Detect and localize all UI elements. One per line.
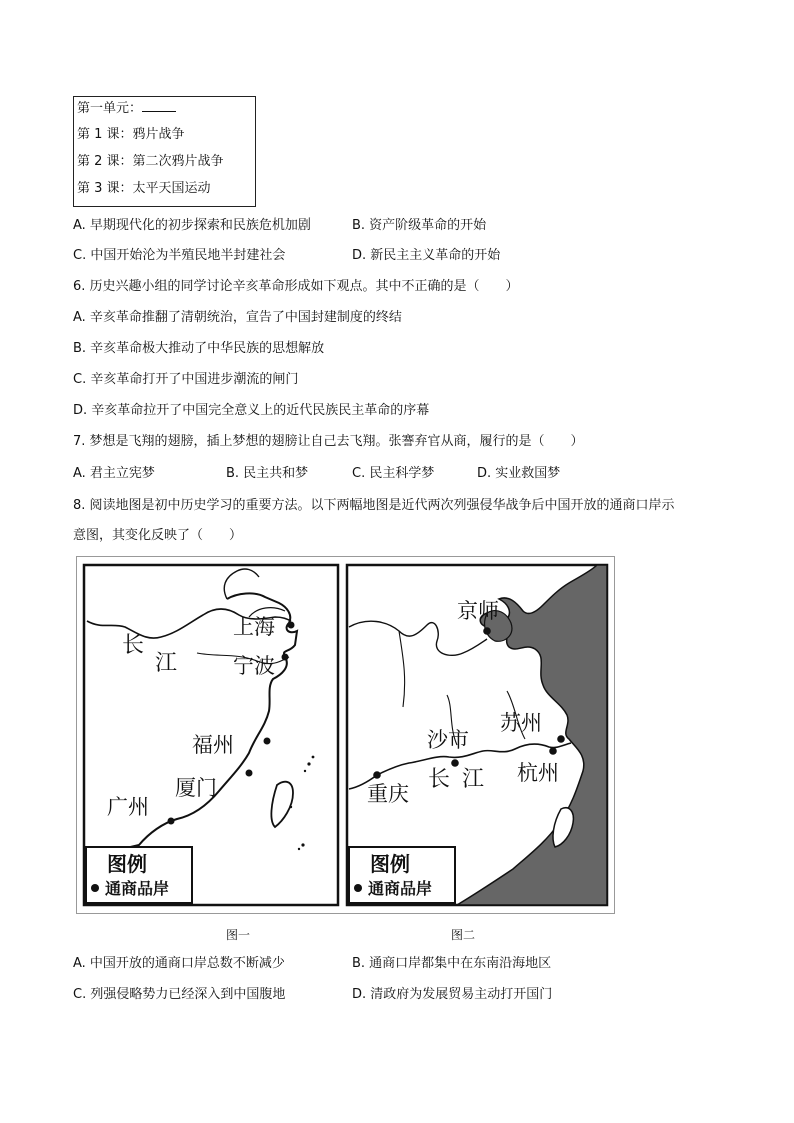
- map1-dot-fuzhou: [264, 738, 271, 745]
- map-2-caption: 图二: [451, 928, 476, 942]
- q8-option-c: C. 列强侵略势力已经深入到中国腹地: [73, 987, 286, 1002]
- map2-river-label-1: 长: [428, 767, 451, 792]
- map1-dot-xiamen: [246, 770, 253, 777]
- q5-option-d: D. 新民主主义革命的开始: [352, 248, 501, 263]
- map1-dot-shanghai: [288, 622, 295, 629]
- map2-dot-suzhou: [557, 735, 565, 743]
- q7-option-d: D. 实业救国梦: [477, 466, 561, 481]
- q8-stem-line-1: 8. 阅读地图是初中历史学习的重要方法。以下两幅地图是近代两次列强侵华战争后中国开放的通商口岸示: [73, 498, 675, 513]
- q6-option-d: D. 辛亥革命拉开了中国完全意义上的近代民族民主革命的序幕: [73, 403, 430, 418]
- q6-option-c: C. 辛亥革命打开了中国进步潮流的闸门: [73, 372, 299, 387]
- map-1-caption: 图一: [226, 928, 251, 942]
- q6-stem: 6. 历史兴趣小组的同学讨论辛亥革命形成如下观点。其中不正确的是（ ）: [73, 279, 519, 294]
- lesson-1: 第 1 课：鸦片战争: [77, 127, 185, 142]
- unit-blank: [142, 99, 176, 112]
- map2-dot-jingshi: [483, 627, 491, 635]
- map2-city-chongqing: 重庆: [367, 782, 409, 806]
- unit-label: 第一单元：: [77, 99, 176, 119]
- q8-stem-line-2: 意图，其变化反映了（ ）: [73, 528, 243, 543]
- map2-city-suzhou: 苏州: [500, 711, 542, 735]
- q7-option-a: A. 君主立宪梦: [73, 466, 155, 481]
- map-figure: [76, 556, 615, 914]
- map1-legend-title: 图例: [107, 852, 147, 876]
- map2-city-shashi: 沙市: [427, 728, 469, 752]
- map2-dot-hangzhou: [549, 747, 557, 755]
- map-1: [84, 565, 338, 905]
- map2-legend-title: 图例: [370, 852, 410, 876]
- map1-city-xiamen: 厦门: [175, 776, 217, 800]
- q5-option-c: C. 中国开始沦为半殖民地半封建社会: [73, 248, 286, 263]
- map1-legend-item: 通商品岸: [105, 879, 170, 898]
- map2-river-label-2: 江: [462, 767, 485, 792]
- map1-city-shanghai: 上海: [233, 615, 275, 639]
- q5-option-b: B. 资产阶级革命的开始: [352, 218, 487, 233]
- q7-stem: 7. 梦想是飞翔的翅膀，插上梦想的翅膀让自己去飞翔。张謇弃官从商，履行的是（ ）: [73, 434, 584, 449]
- lesson-2: 第 2 课：第二次鸦片战争: [77, 154, 224, 169]
- q8-option-a: A. 中国开放的通商口岸总数不断减少: [73, 956, 285, 971]
- map1-river-label-1: 长: [122, 633, 145, 658]
- map1-city-fuzhou: 福州: [192, 733, 234, 757]
- map1-dot-ningbo: [282, 654, 289, 661]
- q8-option-d: D. 清政府为发展贸易主动打开国门: [352, 987, 553, 1002]
- q7-option-b: B. 民主共和梦: [226, 466, 309, 481]
- map-2: [347, 565, 607, 905]
- q8-option-b: B. 通商口岸都集中在东南沿海地区: [352, 956, 552, 971]
- map1-river-label-2: 江: [155, 651, 178, 676]
- lesson-list-box: [73, 96, 256, 207]
- q5-option-a: A. 早期现代化的初步探索和民族危机加剧: [73, 218, 311, 233]
- map1-city-guangzhou: 广州: [107, 795, 149, 819]
- map1-city-ningbo: 宁波: [233, 654, 275, 678]
- map2-dot-shashi: [451, 759, 459, 767]
- map1-dot-guangzhou: [168, 818, 175, 825]
- q6-option-b: B. 辛亥革命极大推动了中华民族的思想解放: [73, 341, 325, 356]
- map2-legend-item: 通商品岸: [368, 879, 433, 898]
- map2-city-hangzhou: 杭州: [517, 761, 559, 785]
- q6-option-a: A. 辛亥革命推翻了清朝统治，宣告了中国封建制度的终结: [73, 310, 402, 325]
- lesson-3: 第 3 课：太平天国运动: [77, 181, 211, 196]
- map2-city-jingshi: 京师: [457, 599, 499, 623]
- q7-option-c: C. 民主科学梦: [352, 466, 435, 481]
- map2-dot-chongqing: [373, 771, 381, 779]
